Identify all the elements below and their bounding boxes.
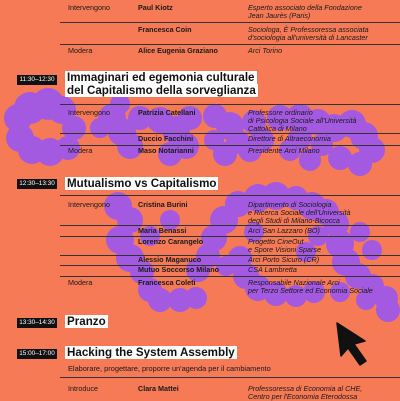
session-title-line: del Capitalismo della sorveglianza bbox=[67, 83, 256, 97]
divider bbox=[60, 265, 400, 266]
speaker-affiliation: Presidente Arci Milano bbox=[248, 146, 320, 155]
divider bbox=[60, 195, 400, 196]
speaker-affiliation: Progetto CineOut bbox=[248, 237, 304, 246]
speaker-affiliation: Esperto associato della Fondazione bbox=[248, 3, 362, 12]
session-title bbox=[65, 178, 218, 191]
arrow-cursor-icon bbox=[333, 320, 373, 368]
speaker-name: Duccio Facchini bbox=[138, 134, 194, 143]
speaker-affiliation: CSA Lambretta bbox=[248, 265, 297, 274]
speaker-affiliation: Direttore di Altraeconomia bbox=[248, 134, 331, 143]
session-title bbox=[65, 316, 108, 329]
session-description: Elaborare, progettare, proporre un'agenda per il cambiamento bbox=[68, 364, 271, 373]
speaker-affiliation: Professore ordinario bbox=[248, 108, 313, 117]
time-badge: 15:00–17:00 bbox=[17, 349, 57, 359]
speaker-name: Mutuo Soccorso Milano bbox=[138, 265, 220, 274]
speaker-name: Cristina Burini bbox=[138, 200, 188, 209]
speaker-affiliation: e Spore Visioni Sparse bbox=[248, 245, 321, 254]
role-label: Intervengono bbox=[68, 108, 110, 117]
speaker-affiliation: Arci Torino bbox=[248, 46, 283, 55]
divider bbox=[60, 225, 400, 226]
role-label: Intervengono bbox=[68, 3, 110, 12]
role-label: Modera bbox=[68, 146, 93, 155]
divider bbox=[60, 276, 400, 277]
speaker-affiliation: Sociologa, È Professoressa associata bbox=[248, 25, 369, 34]
speaker-affiliation: Responsabile Nazionale Arci bbox=[248, 278, 340, 287]
role-label: Introduce bbox=[68, 384, 98, 393]
divider bbox=[60, 236, 400, 237]
role-label: Modera bbox=[68, 278, 93, 287]
speaker-name: Lorenzo Carangelo bbox=[138, 237, 204, 246]
session-title bbox=[65, 72, 258, 97]
speaker-affiliation: Professoressa di Economia al CHE, bbox=[248, 384, 363, 393]
divider bbox=[60, 133, 400, 134]
speaker-name: Alessio Maganuco bbox=[138, 255, 202, 264]
divider bbox=[60, 104, 400, 105]
speaker-affiliation: di Psicologia Sociale all'Università bbox=[248, 116, 357, 125]
speaker-affiliation: e Ricerca Sociale dell'Università bbox=[248, 208, 351, 217]
speaker-name: Patrizia Catellani bbox=[138, 108, 196, 117]
session-title-line: Pranzo bbox=[67, 315, 106, 328]
divider bbox=[60, 255, 400, 256]
speaker-name: Maria Benassi bbox=[138, 226, 187, 235]
divider bbox=[60, 44, 400, 45]
speaker-affiliation: degli Studi di Milano-Bicocca bbox=[248, 216, 340, 225]
time-badge: 13:30–14:30 bbox=[17, 318, 57, 328]
speaker-affiliation: Cattolica di Milano bbox=[248, 124, 307, 133]
role-label: Intervengono bbox=[68, 200, 110, 209]
speaker-name: Francesca Coleti bbox=[138, 278, 196, 287]
speaker-name: Francesca Coin bbox=[138, 25, 192, 34]
session-title bbox=[65, 347, 237, 360]
time-badge: 11:30–12:30 bbox=[17, 75, 57, 85]
divider bbox=[60, 145, 400, 146]
speaker-affiliation: Dipartimento di Sociologia bbox=[248, 200, 332, 209]
speaker-name: Maso Notarianni bbox=[138, 146, 194, 155]
speaker-name: Clara Mattei bbox=[138, 384, 179, 393]
divider bbox=[60, 377, 400, 378]
speaker-affiliation: Jean Jaurès (Paris) bbox=[248, 11, 311, 20]
speaker-affiliation: d'sociologia all'università di Lancaster bbox=[248, 33, 368, 42]
divider bbox=[60, 22, 400, 23]
speaker-affiliation: Arci San Lazzaro (BO) bbox=[248, 226, 320, 235]
speaker-affiliation: Centro per l'Economia Eterodossa bbox=[248, 392, 358, 401]
session-title-line: Immaginari ed egemonia culturale bbox=[67, 71, 255, 84]
session-title-line: Hacking the System Assembly bbox=[67, 346, 235, 359]
speaker-name: Paul Kiotz bbox=[138, 3, 173, 12]
session-title-line: Mutualismo vs Capitalismo bbox=[67, 177, 217, 190]
speaker-affiliation: per Terzo Settore ed Economia Sociale bbox=[248, 286, 373, 295]
time-badge: 12:30–13:30 bbox=[17, 179, 57, 189]
speaker-affiliation: Arci Porto Sicuro (CR) bbox=[248, 255, 320, 264]
role-label: Modera bbox=[68, 46, 93, 55]
speaker-name: Alice Eugenia Graziano bbox=[138, 46, 218, 55]
